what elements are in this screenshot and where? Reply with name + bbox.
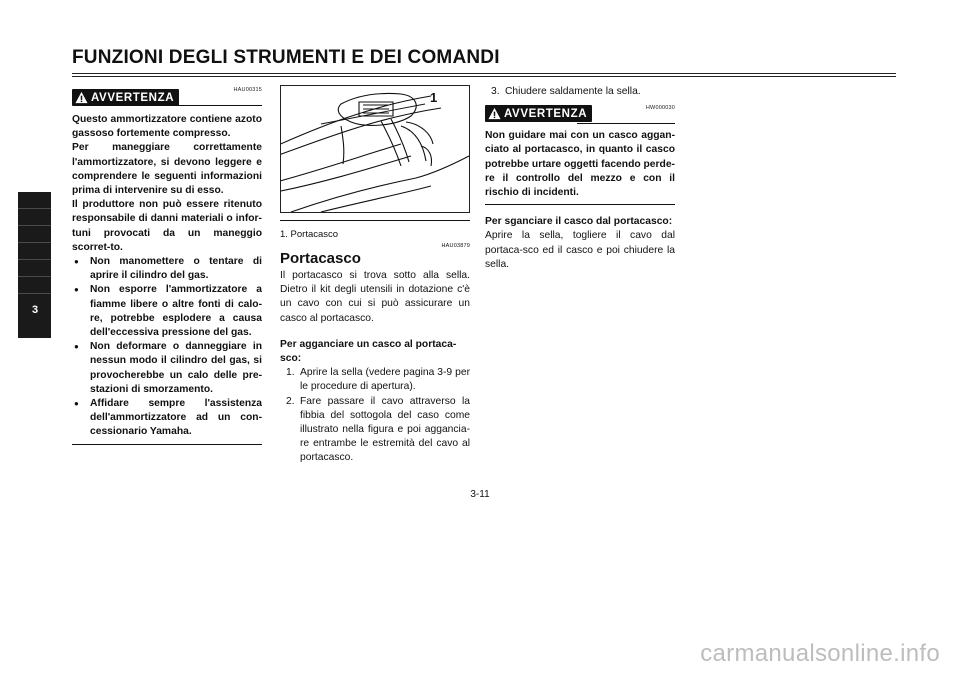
chapter-tab [18,192,51,338]
header-rule [72,73,896,74]
step-number: 2. [286,395,295,407]
step-text: Aprire la sella (vedere pagina 3-9 per le procedure di apertura). [300,367,470,393]
watermark: carmanualsonline.info [700,640,940,667]
step-text: Fare passare il cavo attraverso la fibbia del sottogola del caso come illustrato nella figura e poi aggancia-re entrambe le estremità del cavo al portacasco. [300,395,470,464]
warning-bullet: ● Non deformare o danneggiare in nessun modo il cilindro del gas, si provocherebbe un calo delle pre-stazioni di smorzamento. [72,340,262,397]
warning-end-rule [72,444,262,445]
tab-divider [18,293,51,294]
warning-paragraph: Questo ammortizzatore contiene azoto gassoso fortemente compresso. [72,114,262,140]
warning-bullet: ● Affidare sempre l'assistenza dell'ammortizzatore ad un con-cessionario Yamaha. [72,397,262,440]
column-helmet-warning [485,85,675,272]
reference-code: HW000030 [645,105,675,112]
step-text: Chiudere saldamente la sella. [505,86,641,97]
step-number: 3. [491,86,500,97]
procedure-step [280,366,470,394]
warning-rule [577,123,675,124]
tab-divider [18,276,51,277]
tab-divider [18,225,51,226]
procedure-heading: Per sganciare il casco dal portacasco: [485,216,673,228]
column-helmet-holder [280,85,470,466]
warning-paragraph: Per maneggiare correttamente l'ammortizzatore, si devono leggere e comprendere le seguenti informazioni prima di intervenire su di esso. [72,142,262,197]
figure-rule [280,220,470,221]
page-header-title: FUNZIONI DEGLI STRUMENTI E DEI COMANDI [72,47,500,68]
procedure-steps [280,366,470,465]
procedure-heading: Per agganciare un casco al portaca-sco: [280,338,457,365]
tab-divider [18,208,51,209]
warning-header [72,85,262,107]
warning-triangle-icon [488,107,501,120]
section-body: Il portacasco si trova sotto alla sella. Dietro il kit degli utensili in dotazione c'è un cavo con cui si può assicurare un casco al portacasco. [280,270,470,324]
chapter-number: 3 [31,304,39,316]
reference-code: HAU00315 [233,87,262,93]
step-number: 1. [286,367,295,379]
warning-bullet-list [72,255,262,440]
helmet-holder-illustration [281,86,469,212]
warning-label: AVVERTENZA [91,91,175,104]
section-title: Portacasco [280,250,361,267]
figure-callout-number: 1 [430,90,438,105]
page-number: 3-11 [470,489,490,500]
warning-paragraph: Il produttore non può essere ritenuto responsabile di danni materiali o infor-tuni provocati da un maneggio scorret-to. [72,199,262,253]
warning-bullet: ● Non esporre l'ammortizzatore a fiamme libere o altre fonti di calo-re, potrebbe esplodere a causa dell'eccessiva pressione del gas. [72,283,262,340]
warning-rule [174,105,262,106]
header-rule-secondary [72,76,896,77]
warning-end-rule [485,204,675,205]
procedure-body: Aprire la sella, togliere il cavo dal portaca-sco ed il casco e poi chiudere la sella. [485,230,675,270]
tab-divider [18,242,51,243]
figure-caption: 1. Portacasco [280,229,339,240]
procedure-step [280,395,470,466]
column-warning-shock-absorber [72,85,262,445]
helmet-holder-figure [280,85,470,213]
warning-label: AVVERTENZA [504,107,588,120]
warning-header [485,101,675,123]
tab-divider [18,259,51,260]
reference-code: HAU03879 [441,243,470,249]
procedure-steps-continued [485,85,675,99]
warning-badge [72,89,179,106]
procedure-step [485,85,675,99]
warning-triangle-icon [75,91,88,104]
warning-badge [485,105,592,122]
warning-text: Non guidare mai con un casco aggan-ciato al portacasco, in quanto il casco potrebbe urtare oggetti facendo perde-re il controllo del mezzo e con il rischio di incidenti. [485,130,675,199]
warning-bullet: ● Non manomettere o tentare di aprire il cilindro del gas. [72,255,262,283]
